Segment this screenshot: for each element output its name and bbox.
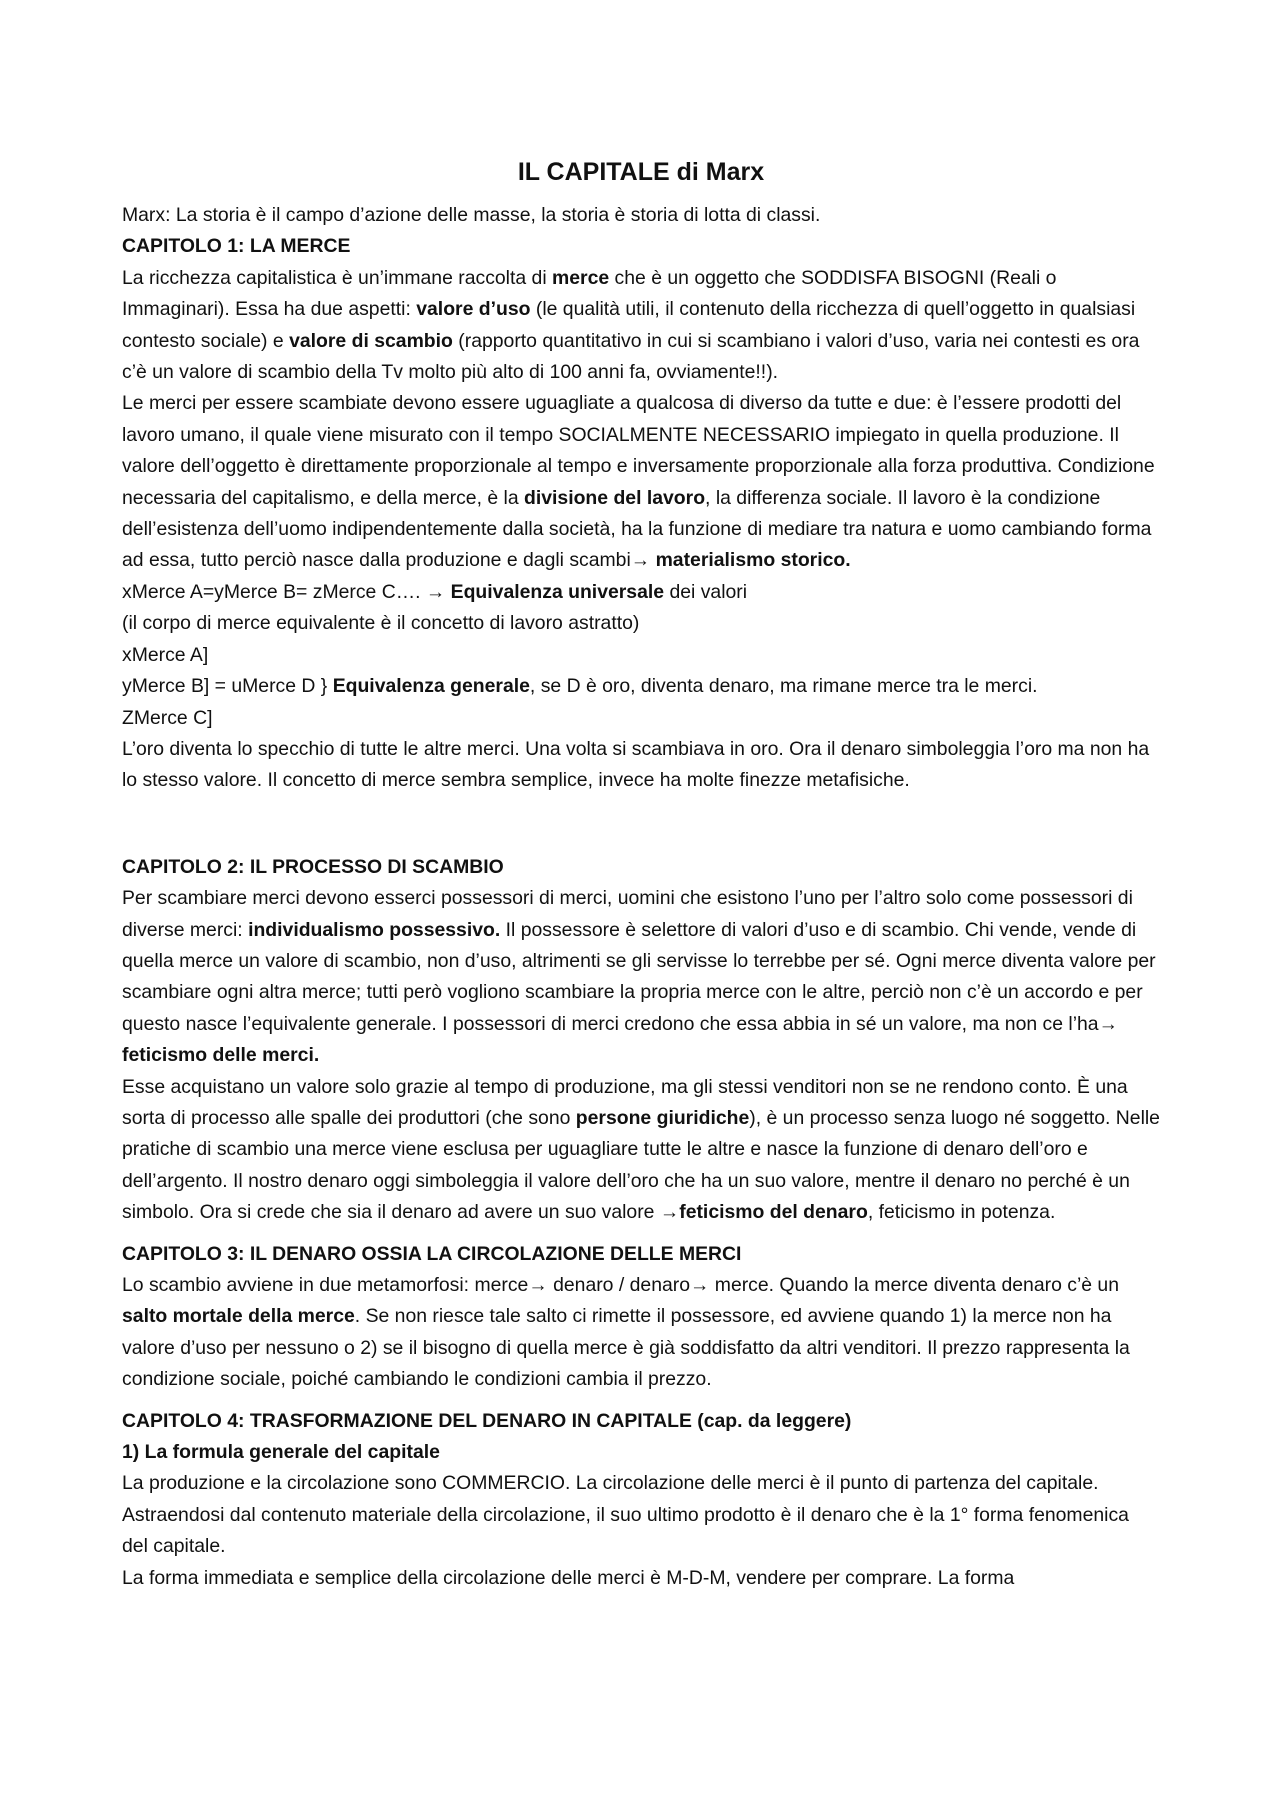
chapter-2-paragraph-1: Per scambiare merci devono esserci possessori di merci, uomini che esistono l’uno per l’altro solo come possessori di diverse merci: individualismo possessivo. Il possessore è selettore di valori d’uso e di scambio. Chi vende, vende di quella merce un valore di scambio, non d’uso, altrimenti se gli servisse lo terrebbe per sé. Ogni merce diventa valore per scambiare ogni altra merce; tutti però vogliono scambiare la propria merce con le altre, perciò non c’è un accordo e per questo nasce l’equivalente generale. I possessori di merci credono che essa abbia in sé un valore, ma non ce l’ha→ feticismo delle merci. [122, 887, 1156, 1067]
chapter-3-paragraph-1: Lo scambio avviene in due metamorfosi: merce→ denaro / denaro→ merce. Quando la merce diventa denaro c’è un salto mortale della merce. Se non riesce tale salto ci rimette il possessore, ed avviene quando 1) la merce non ha valore d’uso per nessuno o 2) se il bisogno di quella merce è già soddisfatto da altri venditori. Il prezzo rappresenta la condizione sociale, poiché cambiando le condizioni cambia il prezzo. [122, 1274, 1130, 1391]
chapter-4-heading: CAPITOLO 4: TRASFORMAZIONE DEL DENARO IN CAPITALE (cap. da leggere) [122, 1409, 852, 1432]
chapter-3-heading: CAPITOLO 3: IL DENARO OSSIA LA CIRCOLAZIONE DELLE MERCI [122, 1242, 742, 1265]
chapter-4-subheading: 1) La formula generale del capitale [122, 1441, 440, 1464]
chapter-1-paragraph-2: Le merci per essere scambiate devono essere uguagliate a qualcosa di diverso da tutte e due: è l’essere prodotti del lavoro umano, il quale viene misurato con il tempo SOCIALMENTE NECESSARIO impiegato in quella produzione. Il valore dell’oggetto è direttamente proporzionale al tempo e inversamente proporzionale alla forza produttiva. Condizione necessaria del capitalismo, e della merce, è la divisione del lavoro, la differenza sociale. Il lavoro è la condizione dell’esistenza dell’uomo indipendentemente dalla società, ha la funzione di mediare tra natura e uomo cambiando forma ad essa, tutto perciò nasce dalla produzione e dagli scambi→ materialismo storico. [122, 392, 1155, 572]
chapter-1-paragraph-1: La ricchezza capitalistica è un’immane raccolta di merce che è un oggetto che SODDISFA BISOGNI (Reali o Immaginari). Essa ha due aspetti: valore d’uso (le qualità utili, il contenuto della ricchezza di quell’oggetto in qualsiasi contesto sociale) e valore di scambio (rapporto quantitativo in cui si scambiano i valori d’uso, varia nei contesti es ora c’è un valore di scambio della Tv molto più alto di 100 anni fa, ovviamente!!). [122, 266, 1140, 384]
chapter-1-formula-line-1: xMerce A=yMerce B= zMerce C…. → Equivalenza universale dei valori [122, 580, 748, 603]
chapter-1-formula-line-2: (il corpo di merce equivalente è il concetto di lavoro astratto) [122, 612, 640, 635]
document-title: IL CAPITALE di Marx [517, 158, 765, 186]
section-gap [122, 1229, 1160, 1239]
chapter-4-paragraph-2: La forma immediata e semplice della circolazione delle merci è M-D-M, vendere per comprare. La forma [122, 1566, 1015, 1589]
chapter-1-formula-line-5: ZMerce C] [122, 706, 213, 729]
chapter-1-heading: CAPITOLO 1: LA MERCE [122, 235, 351, 258]
section-gap [122, 1396, 1160, 1406]
chapter-2-heading: CAPITOLO 2: IL PROCESSO DI SCAMBIO [122, 855, 504, 878]
chapter-1-paragraph-3: L’oro diventa lo specchio di tutte le altre merci. Una volta si scambiava in oro. Ora il denaro simboleggia l’oro ma non ha lo stesso valore. Il concetto di merce sembra semplice, invece ha molte finezze metafisiche. [122, 737, 1150, 792]
chapter-4-paragraph-1: La produzione e la circolazione sono COMMERCIO. La circolazione delle merci è il punto di partenza del capitale. Astraendosi dal contenuto materiale della circolazione, il suo ultimo prodotto è il denaro che è la 1° forma fenomenica del capitale. [122, 1472, 1129, 1558]
chapter-2-paragraph-2: Esse acquistano un valore solo grazie al tempo di produzione, ma gli stessi venditori non se ne rendono conto. È una sorta di processo alle spalle dei produttori (che sono persone giuridiche), è un processo senza luogo né soggetto. Nelle pratiche di scambio una merce viene esclusa per uguagliare tutte le altre e nasce la funzione di denaro dell’oro e dell’argento. Il nostro denaro oggi simboleggia il valore dell’oro che ha un suo valore, mentre il denaro no perché è un simbolo. Ora si crede che sia il denaro ad avere un suo valore →feticismo del denaro, feticismo in potenza. [122, 1075, 1160, 1224]
intro-text: Marx: La storia è il campo d’azione delle masse, la storia è storia di lotta di classi. [122, 204, 821, 226]
chapter-1-formula-line-3: xMerce A] [122, 643, 209, 666]
chapter-1-formula-line-4: yMerce B] = uMerce D } Equivalenza generale, se D è oro, diventa denaro, ma rimane merce tra le merci. [122, 675, 1038, 698]
section-gap [122, 797, 1160, 852]
